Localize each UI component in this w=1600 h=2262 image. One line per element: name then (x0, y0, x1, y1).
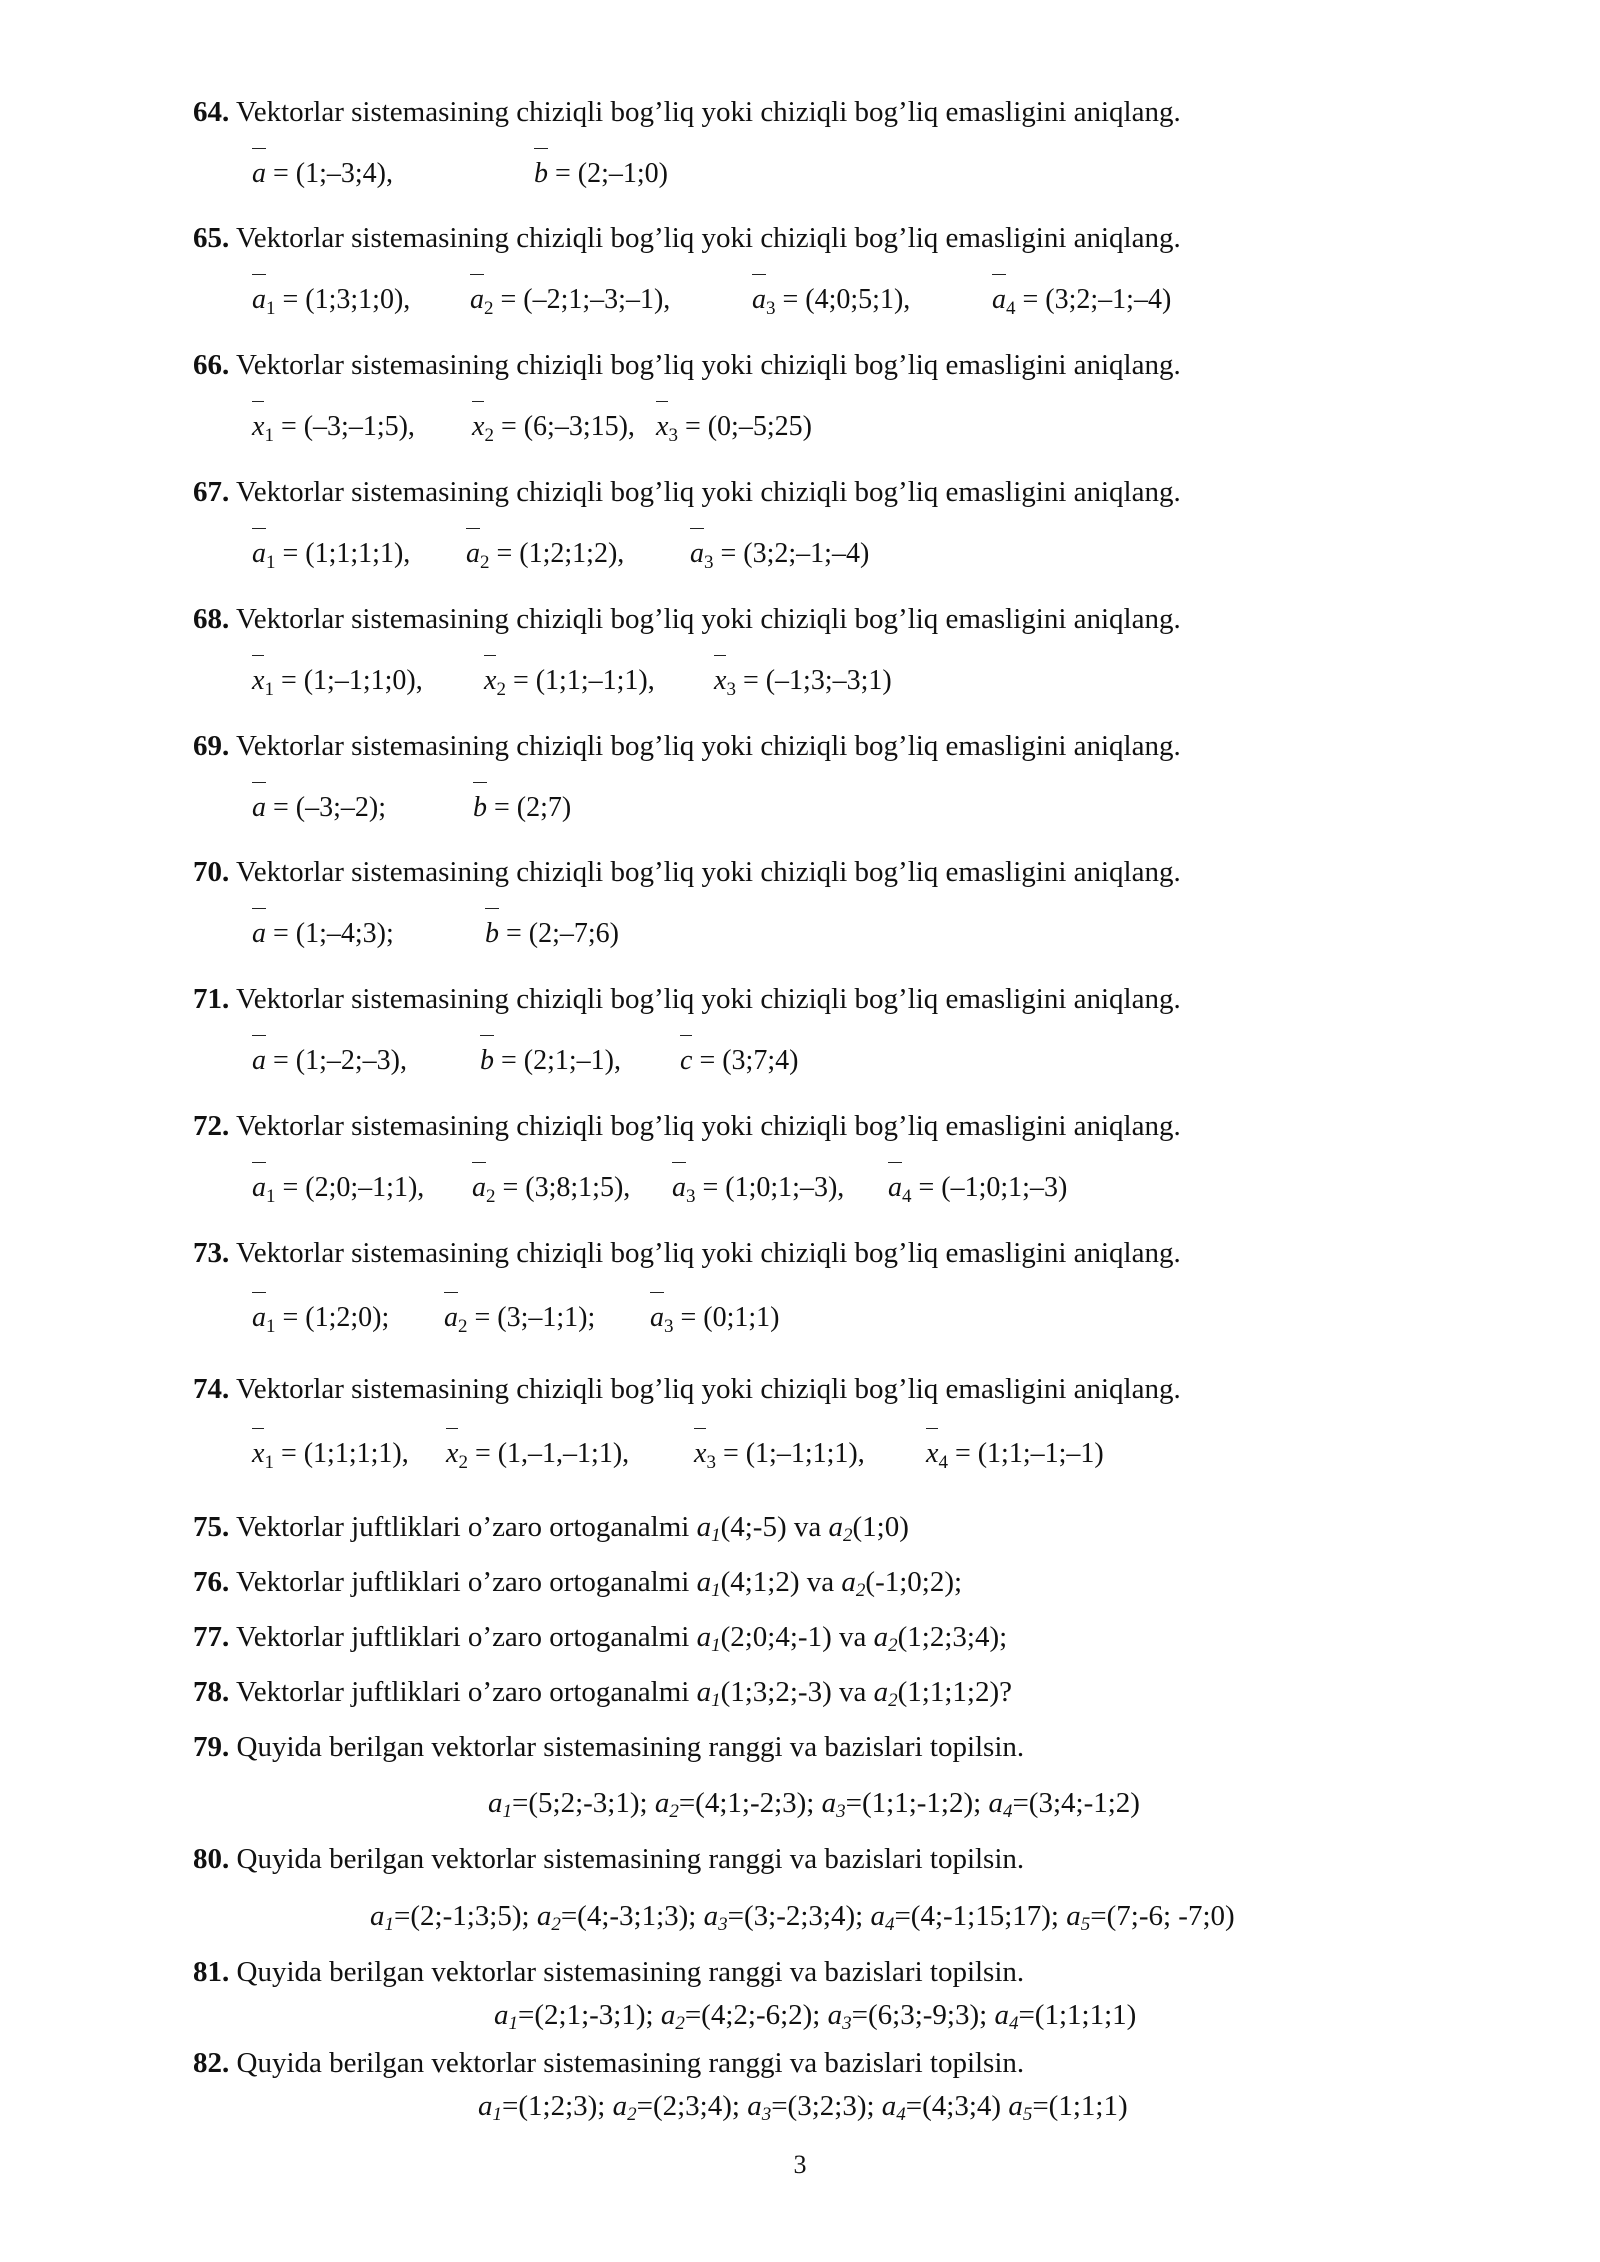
vector-letter: a (747, 2090, 762, 2122)
problem-line (193, 729, 1600, 763)
problem-number: 82. (193, 2047, 230, 2079)
connector-text: va (831, 1676, 874, 1708)
ortho-problem-line (193, 1620, 1600, 1663)
vector-components: = (2;7) (487, 792, 572, 823)
vector-subscript: 2 (458, 1452, 468, 1473)
vector-equation (444, 1301, 595, 1344)
vector-components: = (–3;–2); (266, 792, 386, 823)
vector-equation (252, 157, 393, 191)
problem-text: Quyida berilgan vektorlar sistemasining ranggi va bazislari topilsin. (229, 2047, 1025, 2079)
vector-letter: a (703, 1900, 719, 1932)
vector-subscript: 2 (669, 1801, 679, 1822)
vector-subscript: 3 (766, 298, 776, 319)
end-punct: ; (999, 1621, 1008, 1653)
vector-subscript: 1 (266, 1316, 276, 1337)
vector-components: =(4;3;4) (905, 2090, 1009, 2122)
vector-equation (672, 1171, 844, 1214)
problem-text: Vektorlar sistemasining chiziqli bog’liq yoki chiziqli bog’liq emasligini aniqlang. (229, 1110, 1181, 1142)
vector-subscript: 3 (836, 1801, 846, 1822)
problem-text: Vektorlar sistemasining chiziqli bog’liq yoki chiziqli bog’liq emasligini aniqlang. (229, 983, 1181, 1015)
vector-subscript: 1 (264, 1452, 274, 1473)
vector-components: =(7;-6; -7;0) (1090, 1900, 1235, 1932)
vector-system (478, 2089, 1128, 2132)
vector-equation (656, 410, 812, 453)
vector-components: (1;0) (852, 1511, 909, 1543)
vector-subscript: 4 (884, 1914, 895, 1935)
vector-subscript: 5 (1022, 2104, 1033, 2125)
vector-components: = (4;0;5;1), (775, 284, 911, 315)
vector-subscript: 4 (938, 1452, 948, 1473)
vector-components: =(2;1;-3;1); (518, 1999, 661, 2031)
vector-symbol: a (466, 538, 480, 569)
vector-symbol: a (672, 1172, 686, 1203)
vector-components: = (3;2;–1;–4) (1015, 284, 1172, 315)
problem-number: 73. (193, 1237, 230, 1269)
problem-text: Vektorlar sistemasining chiziqli bog’liq yoki chiziqli bog’liq emasligini aniqlang. (229, 1373, 1181, 1405)
vector-equation (888, 1171, 1067, 1214)
vector-equation (472, 1171, 630, 1214)
vector-equation (252, 664, 423, 707)
vector-subscript: 3 (718, 1914, 728, 1935)
problem-text: Vektorlar juftliklari o’zaro ortoganalmi (229, 1676, 697, 1708)
vector-equation (252, 1437, 409, 1480)
vector-subscript: 1 (266, 1186, 276, 1207)
vector-symbol: x (472, 411, 485, 442)
vector-subscript: 2 (888, 1690, 898, 1711)
vector-components: = (3;2;–1;–4) (713, 538, 870, 569)
problem-text: Vektorlar sistemasining chiziqli bog’liq yoki chiziqli bog’liq emasligini aniqlang. (229, 856, 1181, 888)
vector-equation (714, 664, 892, 707)
problem-number: 80. (193, 1843, 230, 1875)
vector-symbol: x (714, 665, 727, 696)
page-number: 3 (793, 2150, 807, 2179)
vector-symbol: a (252, 284, 266, 315)
vector-subscript: 4 (1006, 298, 1016, 319)
vector-components: = (–3;–1;5), (273, 411, 415, 442)
vector-equation (472, 410, 635, 453)
connector-text: va (831, 1621, 874, 1653)
problem-number: 67. (193, 476, 230, 508)
vector-components: (-1;0;2) (865, 1566, 954, 1598)
vector-subscript: 2 (855, 1580, 866, 1601)
vector-components: = (1;–1;1;1), (715, 1438, 865, 1469)
vector-letter: a (696, 1511, 712, 1543)
rank-problem-line (193, 1842, 1600, 1876)
vector-components: = (1;3;1;0), (275, 284, 411, 315)
problem-line (193, 348, 1600, 382)
vector-equation (484, 664, 655, 707)
vector-letter: a (696, 1621, 712, 1653)
rank-problem-line (193, 1730, 1600, 1764)
vector-symbol: a (470, 284, 484, 315)
vector-subscript: 3 (761, 2104, 772, 2125)
vector-equation (252, 410, 415, 453)
vector-subscript: 3 (668, 425, 678, 446)
vector-symbol: a (252, 792, 266, 823)
vector-subscript: 3 (706, 1452, 716, 1473)
vector-symbol: a (252, 538, 266, 569)
problem-number: 78. (193, 1676, 230, 1708)
vector-subscript: 2 (484, 425, 494, 446)
problem-text: Vektorlar sistemasining chiziqli bog’liq yoki chiziqli bog’liq emasligini aniqlang. (229, 730, 1181, 762)
vector-components: (1;2;3;4) (897, 1621, 1000, 1653)
vector-subscript: 2 (486, 1186, 496, 1207)
problem-number: 74. (193, 1373, 230, 1405)
vector-subscript: 2 (484, 298, 494, 319)
vector-components: =(3;-2;3;4); (727, 1900, 871, 1932)
vector-system (370, 1899, 1235, 1942)
problem-line (193, 1109, 1600, 1143)
vector-components: =(2;-1;3;5); (394, 1900, 537, 1932)
vector-equation (752, 283, 910, 326)
problem-text: Vektorlar sistemasining chiziqli bog’liq yoki chiziqli bog’liq emasligini aniqlang. (229, 476, 1181, 508)
problem-line (193, 221, 1600, 255)
vector-subscript: 2 (888, 1635, 898, 1656)
vector-components: = (3;8;1;5), (495, 1172, 631, 1203)
vector-components: = (–1;0;1;–3) (911, 1172, 1068, 1203)
vector-symbol: b (485, 918, 499, 949)
vector-equation (690, 537, 869, 580)
vector-components: = (1,–1,–1;1), (467, 1438, 630, 1469)
vector-letter: a (370, 1900, 385, 1932)
problem-number: 68. (193, 603, 230, 635)
vector-equation (252, 283, 410, 326)
vector-subscript: 2 (458, 1316, 468, 1337)
vector-letter: a (873, 1676, 889, 1708)
vector-letter: a (827, 1999, 843, 2031)
vector-equation (650, 1301, 780, 1344)
vector-subscript: 3 (704, 552, 714, 573)
vector-subscript: 3 (664, 1316, 674, 1337)
problem-text: Quyida berilgan vektorlar sistemasining ranggi va bazislari topilsin. (229, 1731, 1025, 1763)
vector-letter: a (988, 1787, 1003, 1819)
vector-components: = (1;–2;–3), (266, 1045, 407, 1076)
vector-symbol: x (694, 1438, 707, 1469)
vector-letter: a (1066, 1900, 1081, 1932)
vector-components: = (–1;3;–3;1) (735, 665, 892, 696)
vector-subscript: 3 (842, 2013, 852, 2034)
problem-number: 65. (193, 222, 230, 254)
problem-text: Vektorlar juftliklari o’zaro ortoganalmi (229, 1566, 697, 1598)
ortho-problem-line (193, 1510, 1600, 1553)
end-punct: ; (954, 1566, 963, 1598)
problem-number: 76. (193, 1566, 230, 1598)
vector-components: = (3;–1;1); (467, 1302, 596, 1333)
vector-equation (485, 917, 619, 951)
vector-components: = (1;–3;4), (266, 158, 393, 189)
vector-system (488, 1786, 1140, 1829)
vector-letter: a (494, 1999, 509, 2031)
vector-letter: a (478, 2090, 493, 2122)
vector-components: = (1;1;1;1), (275, 538, 411, 569)
vector-symbol: a (252, 1045, 266, 1076)
vector-symbol: b (480, 1045, 494, 1076)
vector-subscript: 1 (266, 298, 276, 319)
vector-subscript: 2 (843, 1525, 853, 1546)
vector-components: = (1;1;–1;–1) (947, 1438, 1104, 1469)
vector-letter: a (536, 1900, 552, 1932)
problem-text: Vektorlar juftliklari o’zaro ortoganalmi (229, 1511, 697, 1543)
vector-subscript: 1 (711, 1690, 721, 1711)
problem-number: 72. (193, 1110, 230, 1142)
vector-components: = (1;0;1;–3), (695, 1172, 845, 1203)
vector-subscript: 4 (1008, 2013, 1019, 2034)
vector-subscript: 4 (902, 1186, 912, 1207)
ortho-problem-line (193, 1565, 1600, 1608)
problem-number: 64. (193, 96, 230, 128)
vector-components: =(6;3;-9;3); (851, 1999, 995, 2031)
vector-subscript: 2 (496, 679, 506, 700)
vector-subscript: 3 (686, 1186, 696, 1207)
vector-letter: a (696, 1566, 712, 1598)
vector-equation (252, 791, 386, 825)
vector-subscript: 1 (502, 1801, 512, 1822)
vector-symbol: a (888, 1172, 902, 1203)
vector-symbol: a (752, 284, 766, 315)
vector-symbol: x (446, 1438, 459, 1469)
vector-letter: a (654, 1787, 670, 1819)
vector-equation (694, 1437, 865, 1480)
problem-line (193, 602, 1600, 636)
problem-text: Vektorlar sistemasining chiziqli bog’liq yoki chiziqli bog’liq emasligini aniqlang. (229, 222, 1181, 254)
vector-subscript: 1 (266, 552, 276, 573)
vector-components: =(1;2;3); (502, 2090, 613, 2122)
vector-symbol: x (252, 665, 265, 696)
problem-number: 69. (193, 730, 230, 762)
vector-components: = (0;1;1) (673, 1302, 780, 1333)
problem-text: Vektorlar sistemasining chiziqli bog’liq yoki chiziqli bog’liq emasligini aniqlang. (229, 1237, 1181, 1269)
vector-components: = (1;1;–1;1), (505, 665, 655, 696)
vector-components: =(4;1;-2;3); (678, 1787, 822, 1819)
vector-subscript: 1 (492, 2104, 502, 2125)
problem-number: 71. (193, 983, 230, 1015)
problem-number: 77. (193, 1621, 230, 1653)
vector-components: = (1;–1;1;0), (273, 665, 423, 696)
vector-components: =(3;2;3); (771, 2090, 882, 2122)
vector-symbol: x (926, 1438, 939, 1469)
connector-text: va (799, 1566, 842, 1598)
vector-components: =(4;-1;15;17); (894, 1900, 1067, 1932)
problem-text: Quyida berilgan vektorlar sistemasining ranggi va bazislari topilsin. (229, 1843, 1025, 1875)
problem-number: 66. (193, 349, 230, 381)
vector-components: = (0;–5;25) (677, 411, 812, 442)
problem-text: Vektorlar juftliklari o’zaro ortoganalmi (229, 1621, 697, 1653)
vector-symbol: a (252, 158, 266, 189)
vector-letter: a (612, 2090, 628, 2122)
vector-equation (252, 537, 410, 580)
vector-equation (252, 1171, 424, 1214)
vector-subscript: 1 (711, 1635, 721, 1656)
vector-subscript: 2 (551, 1914, 561, 1935)
vector-equation (480, 1044, 621, 1078)
problem-number: 75. (193, 1511, 230, 1543)
vector-subscript: 1 (384, 1914, 394, 1935)
vector-letter: a (881, 2090, 897, 2122)
vector-components: (4;1;2) (720, 1566, 800, 1598)
vector-symbol: a (690, 538, 704, 569)
vector-components: (1;1;1;2) (897, 1676, 1000, 1708)
vector-letter: a (821, 1787, 837, 1819)
vector-equation (252, 1044, 407, 1078)
vector-equation (252, 917, 394, 951)
problem-line (193, 1372, 1600, 1406)
vector-components: = (2;–1;0) (548, 158, 668, 189)
problem-text: Vektorlar sistemasining chiziqli bog’liq yoki chiziqli bog’liq emasligini aniqlang. (229, 96, 1181, 128)
vector-subscript: 4 (1002, 1801, 1013, 1822)
vector-symbol: a (650, 1302, 664, 1333)
vector-symbol: a (444, 1302, 458, 1333)
vector-components: = (–2;1;–3;–1), (493, 284, 671, 315)
problem-number: 70. (193, 856, 230, 888)
problem-line (193, 95, 1600, 129)
vector-letter: a (873, 1621, 889, 1653)
vector-components: = (1;1;1;1), (273, 1438, 409, 1469)
rank-problem-line (193, 1955, 1600, 1989)
vector-equation (446, 1437, 629, 1480)
vector-letter: a (870, 1900, 885, 1932)
vector-letter: a (1008, 2090, 1023, 2122)
vector-subscript: 2 (627, 2104, 637, 2125)
vector-symbol: a (252, 1172, 266, 1203)
vector-components: = (1;–4;3); (266, 918, 394, 949)
vector-symbol: x (656, 411, 669, 442)
problem-line (193, 855, 1600, 889)
problem-line (193, 982, 1600, 1016)
vector-equation (926, 1437, 1104, 1480)
vector-subscript: 1 (508, 2013, 518, 2034)
vector-components: =(1;1;-1;2); (845, 1787, 989, 1819)
vector-letter: a (828, 1511, 843, 1543)
vector-components: =(1;1;1) (1032, 2090, 1128, 2122)
vector-equation (473, 791, 571, 825)
vector-subscript: 3 (726, 679, 736, 700)
vector-components: =(1;1;1;1) (1018, 1999, 1137, 2031)
vector-equation (680, 1044, 798, 1078)
vector-equation (470, 283, 670, 326)
vector-components: = (1;2;0); (275, 1302, 390, 1333)
vector-components: (2;0;4;-1) (720, 1621, 832, 1653)
problem-text: Vektorlar sistemasining chiziqli bog’liq yoki chiziqli bog’liq emasligini aniqlang. (229, 603, 1181, 635)
vector-symbol: x (252, 411, 265, 442)
vector-subscript: 1 (264, 425, 274, 446)
vector-subscript: 5 (1080, 1914, 1091, 1935)
vector-letter: a (660, 1999, 676, 2031)
connector-text: va (786, 1511, 829, 1543)
vector-components: =(5;2;-3;1); (512, 1787, 655, 1819)
vector-symbol: b (473, 792, 487, 823)
vector-components: = (2;–7;6) (499, 918, 619, 949)
vector-components: =(2;3;4); (636, 2090, 748, 2122)
vector-components: = (6;–3;15), (493, 411, 635, 442)
vector-symbol: a (472, 1172, 486, 1203)
vector-components: (1;3;2;-3) (720, 1676, 832, 1708)
vector-equation (992, 283, 1171, 326)
vector-equation (466, 537, 624, 580)
rank-problem-line (193, 2046, 1600, 2080)
vector-letter: a (994, 1999, 1009, 2031)
vector-equation (534, 157, 668, 191)
problem-line (193, 475, 1600, 509)
vector-letter: a (488, 1787, 503, 1819)
vector-subscript: 1 (711, 1525, 721, 1546)
problem-number: 81. (193, 1956, 230, 1988)
vector-components: = (2;1;–1), (494, 1045, 621, 1076)
problem-number: 79. (193, 1731, 230, 1763)
vector-subscript: 1 (264, 679, 274, 700)
vector-symbol: a (992, 284, 1006, 315)
vector-components: = (2;0;–1;1), (275, 1172, 425, 1203)
vector-symbol: a (252, 918, 266, 949)
vector-subscript: 2 (675, 2013, 685, 2034)
vector-components: = (1;2;1;2), (489, 538, 625, 569)
end-punct: ? (999, 1676, 1012, 1708)
problem-line (193, 1236, 1600, 1270)
vector-equation (252, 1301, 389, 1344)
vector-symbol: x (484, 665, 497, 696)
ortho-problem-line (193, 1675, 1600, 1718)
vector-subscript: 2 (480, 552, 490, 573)
vector-symbol: c (680, 1045, 693, 1076)
vector-system (494, 1998, 1136, 2041)
vector-symbol: x (252, 1438, 265, 1469)
vector-components: (4;-5) (720, 1511, 787, 1543)
vector-components: =(3;4;-1;2) (1012, 1787, 1140, 1819)
problem-text: Quyida berilgan vektorlar sistemasining ranggi va bazislari topilsin. (229, 1956, 1025, 1988)
vector-components: =(4;-3;1;3); (560, 1900, 704, 1932)
vector-components: = (3;7;4) (692, 1045, 799, 1076)
vector-components: =(4;2;-6;2); (684, 1999, 828, 2031)
vector-symbol: b (534, 158, 548, 189)
vector-symbol: a (252, 1302, 266, 1333)
vector-letter: a (841, 1566, 856, 1598)
problem-text: Vektorlar sistemasining chiziqli bog’liq yoki chiziqli bog’liq emasligini aniqlang. (229, 349, 1181, 381)
vector-letter: a (696, 1676, 712, 1708)
vector-subscript: 4 (896, 2104, 906, 2125)
vector-subscript: 1 (711, 1580, 721, 1601)
